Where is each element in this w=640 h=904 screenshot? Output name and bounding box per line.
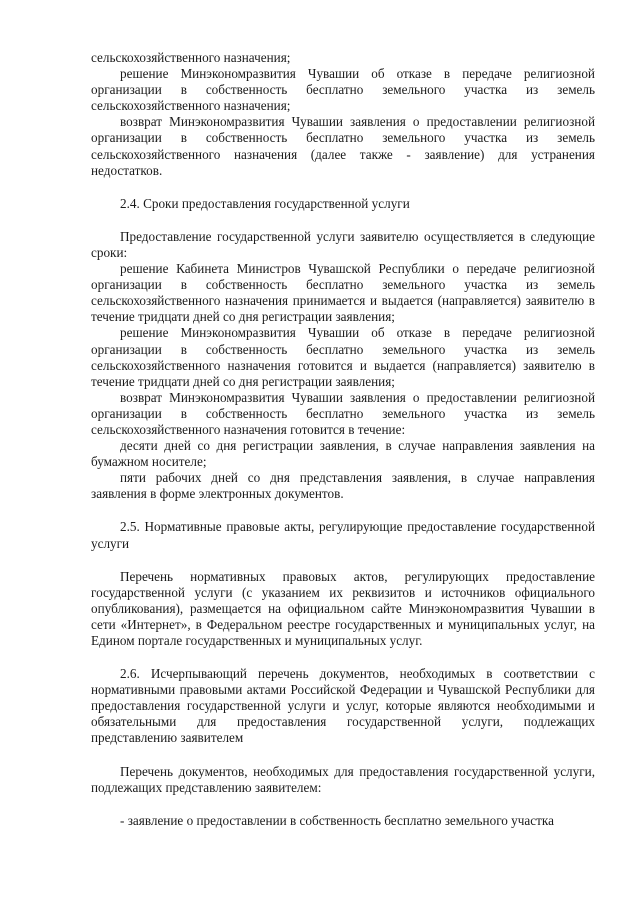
paragraph: решение Минэкономразвития Чувашии об отказе в передаче религиозной организации в собственность бесплатно земельного участка из земель сельскохозяйственного назначения;: [91, 66, 595, 114]
spacer: [91, 212, 595, 229]
paragraph: сельскохозяйственного назначения;: [91, 50, 291, 65]
paragraph: Перечень нормативных правовых актов, регулирующих предоставление государственной услуги (с указанием их реквизитов и источников официального опубликования), размещается на официальном сайте Минэкономразвития Чувашии в сети «Интернет», в Федеральном реестре государственных и муниципальных услуг, на Едином портале государственных и муниципальных услуг.: [91, 568, 595, 648]
spacer: [91, 649, 595, 666]
spacer: [91, 796, 595, 813]
paragraph: десяти дней со дня регистрации заявления, в случае направления заявления на бумажном носителе;: [91, 438, 595, 470]
section-heading: 2.5. Нормативные правовые акты, регулирующие предоставление государственной услуги: [91, 519, 595, 551]
paragraph: возврат Минэкономразвития Чувашии заявления о предоставлении религиозной организации в собственность бесплатно земельного участка из земель сельскохозяйственного назначения готовится в течение:: [91, 389, 595, 437]
paragraph: - заявление о предоставлении в собственность бесплатно земельного участка: [120, 812, 554, 828]
paragraph: возврат Минэкономразвития Чувашии заявления о предоставлении религиозной организации в собственность бесплатно земельного участка из земель сельскохозяйственного назначения (далее также - заявление) для устранения недостатков.: [91, 114, 595, 178]
paragraph: Перечень документов, необходимых для предоставления государственной услуги, подлежащих представлению заявителем:: [91, 763, 595, 795]
spacer: [91, 552, 595, 569]
paragraph: Предоставление государственной услуги заявителю осуществляется в следующие сроки:: [91, 228, 595, 260]
paragraph: пяти рабочих дней со дня представления заявления, в случае направления заявления в форме электронных документов.: [91, 470, 595, 502]
paragraph: решение Кабинета Министров Чувашской Республики о передаче религиозной организации в собственность бесплатно земельного участка из земель сельскохозяйственного назначения принимается и выдается (направляется) заявителю в течение тридцати дней со дня регистрации заявления;: [91, 261, 595, 325]
paragraph: решение Минэкономразвития Чувашии об отказе в передаче религиозной организации в собственность бесплатно земельного участка из земель сельскохозяйственного назначения готовится и выдается (направляется) заявителю в течение тридцати дней со дня регистрации заявления;: [91, 325, 595, 389]
spacer: [91, 502, 595, 519]
spacer: [91, 747, 595, 764]
spacer: [91, 179, 595, 196]
section-heading: 2.4. Сроки предоставления государственной услуги: [120, 195, 410, 211]
section-heading: 2.6. Исчерпывающий перечень документов, необходимых в соответствии с нормативными правовыми актами Российской Федерации и Чувашской Республики для предоставления государственной услуги и услуг, которые являются необходимыми и обязательными для предоставления государственной услуги, подлежащих представлению заявителем: [91, 666, 595, 746]
